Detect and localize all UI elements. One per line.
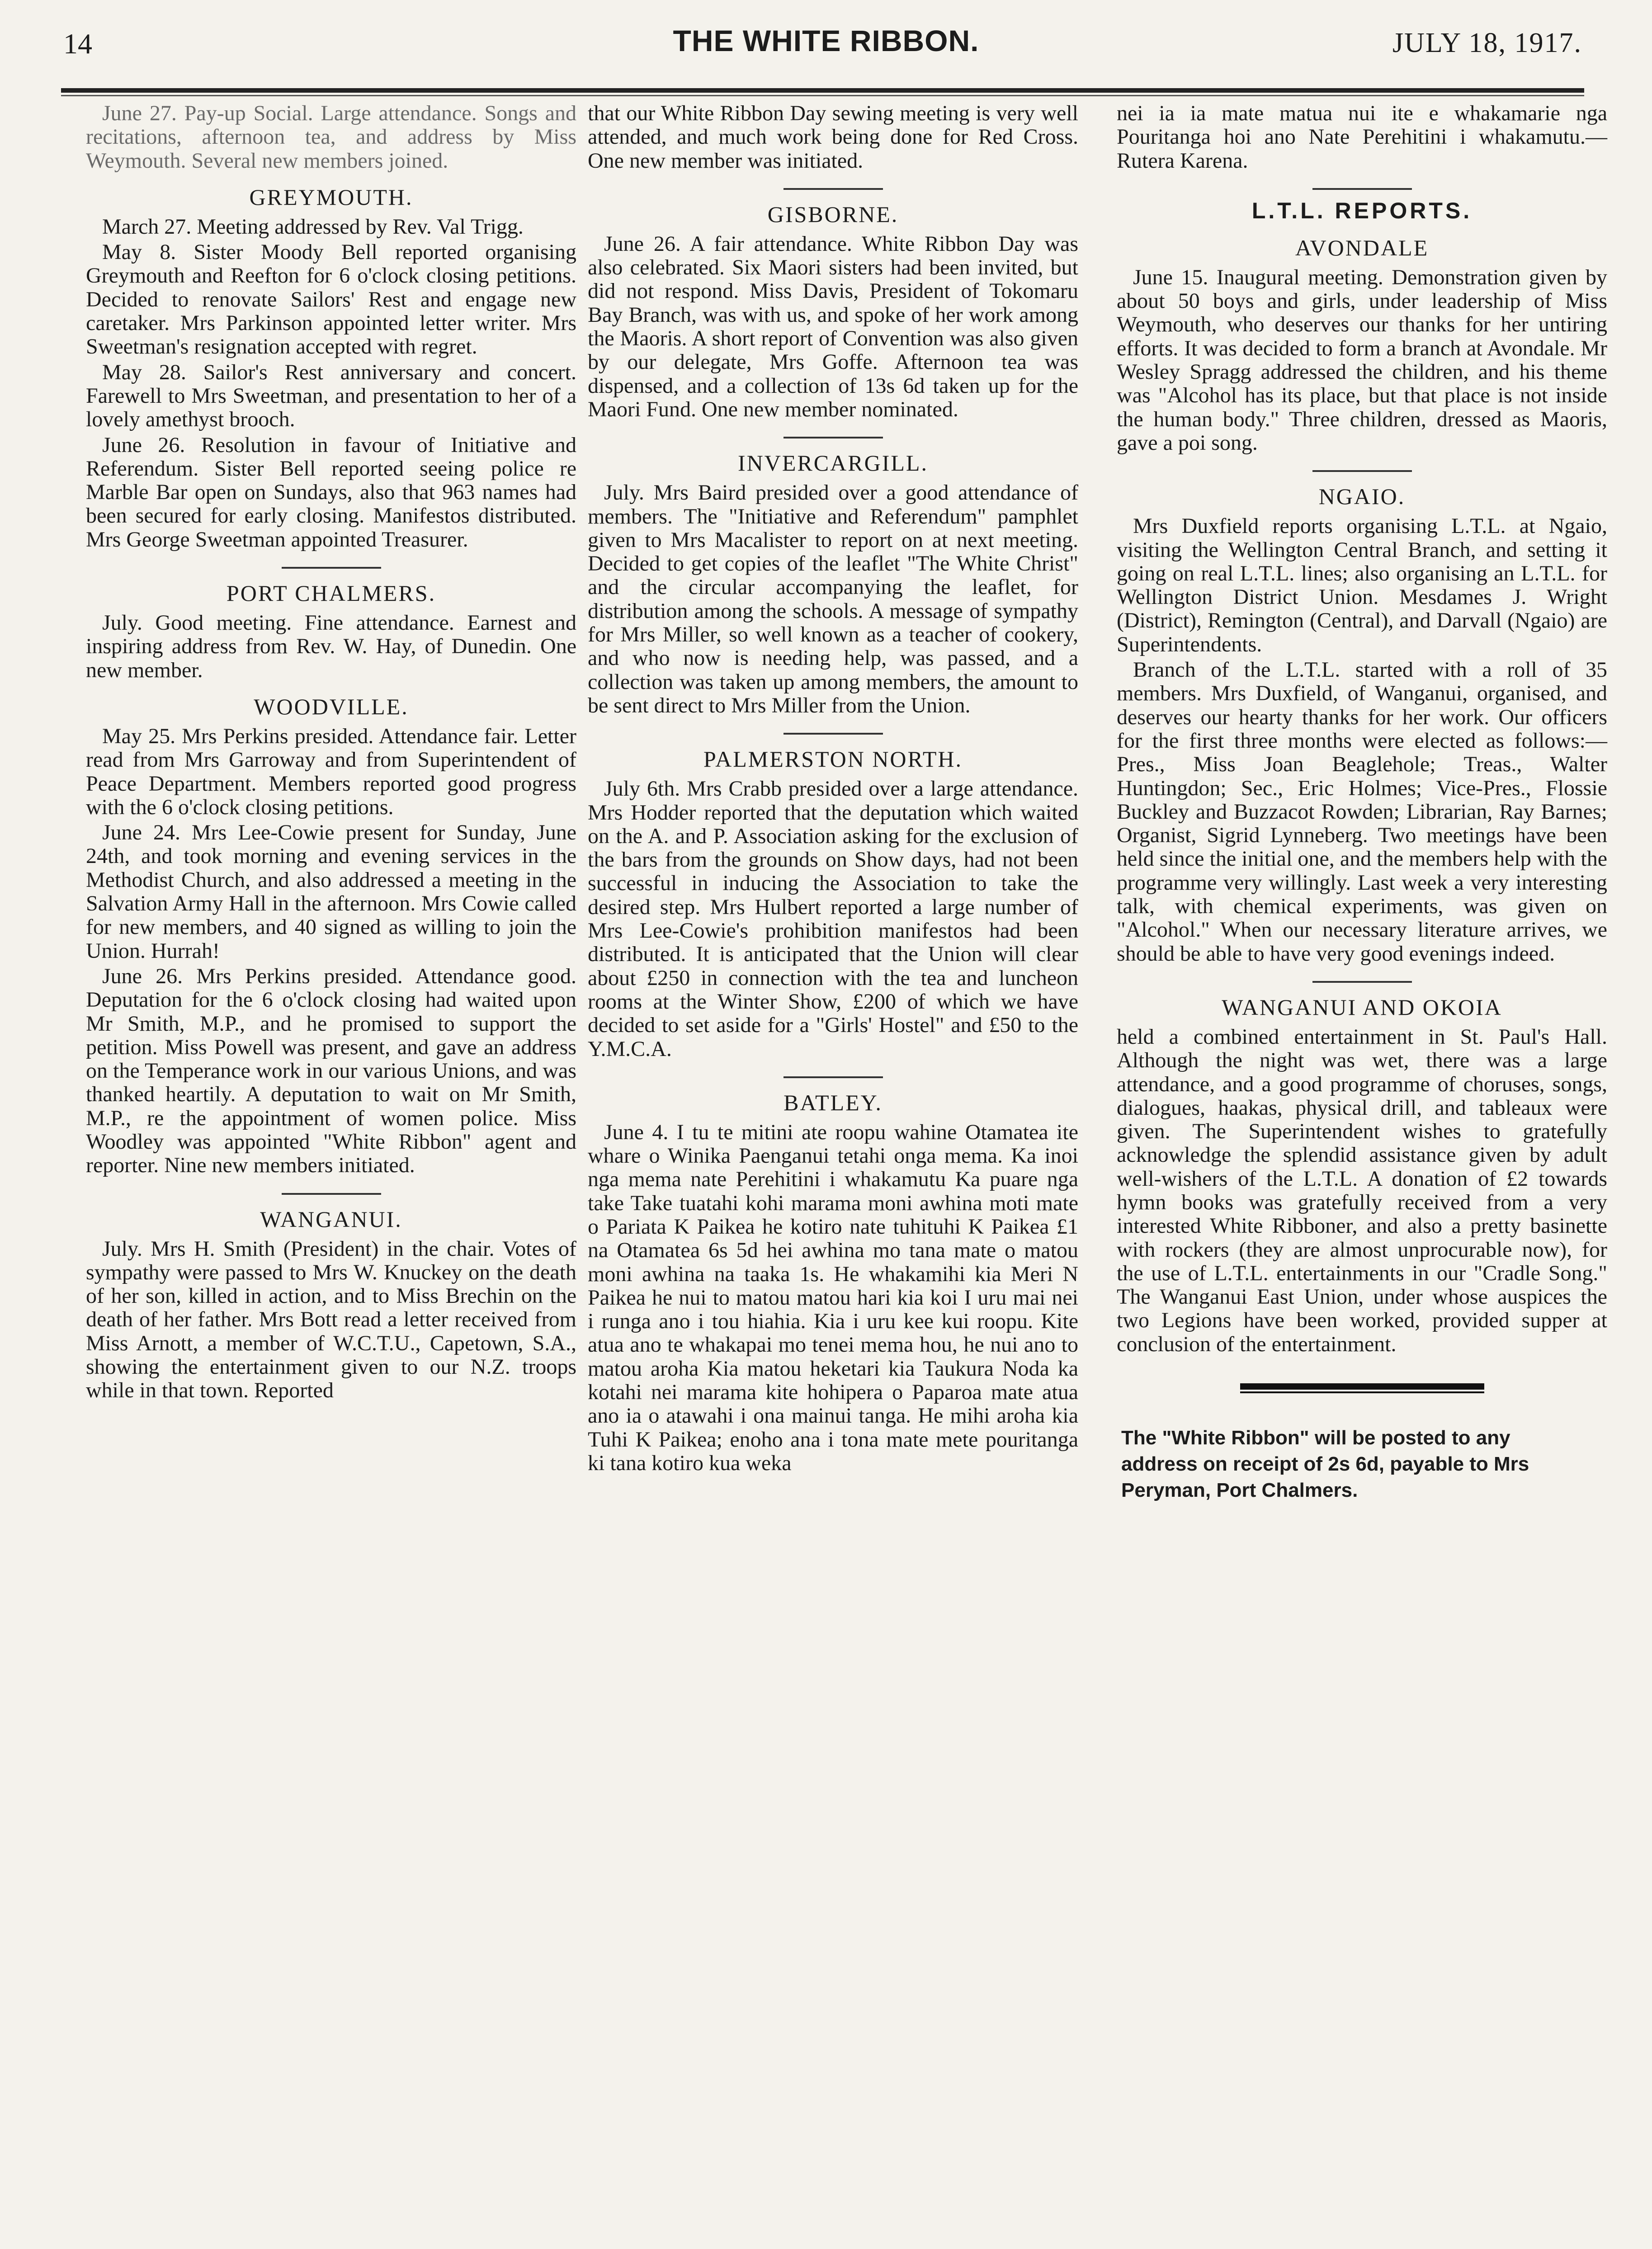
- report-paragraph: June 26. Resolution in favour of Initiative and Referendum. Sister Bell reported seeing police re Marble Bar open on Sundays, also that 963 names had been secured for early closing. Manifestos distributed. Mrs George Sweetman appointed Treasurer.: [86, 433, 576, 552]
- column-3: [1117, 102, 1607, 1505]
- page-number: 14: [63, 28, 92, 60]
- section-divider: [784, 733, 883, 735]
- continued-report: June 27. Pay-up Social. Large attendance. Songs and recitations, afternoon tea, and address by Miss Weymouth. Several new members joined.: [86, 101, 576, 173]
- header-rule: [61, 88, 1584, 93]
- section-divider: [1312, 981, 1412, 983]
- report-paragraph: June 24. Mrs Lee-Cowie present for Sunday, June 24th, and took morning and evening services in the Methodist Church, and also addressed a meeting in the Salvation Army Hall in the afternoon. Mrs Cowie called for new members, and 40 signed as willing to join the Union. Hurrah!: [86, 820, 576, 963]
- section-title-gisborne: GISBORNE.: [767, 201, 899, 227]
- section-title-batley: BATLEY.: [784, 1089, 883, 1115]
- issue-date: JULY 18, 1917.: [1392, 28, 1582, 58]
- report-paragraph: July. Mrs H. Smith (President) in the chair. Votes of sympathy were passed to Mrs W. Knuckey on the death of her son, killed in action, and to Miss Brechin on the death of her father. Mrs Bott read a letter received from Miss Arnott, a member of W.C.T.U., Capetown, S.A., showing the entertainment given to our N.Z. troops while in that town. Reported: [86, 1236, 576, 1403]
- report-paragraph: June 26. A fair attendance. White Ribbon Day was also celebrated. Six Maori sisters had been invited, but did not respond. Miss Davis, President of Tokomaru Bay Branch, was with us, and spoke of her work among the Maoris. A short report of Convention was also given by our delegate, Mrs Goffe. Afternoon tea was dispensed, and a collection of 13s 6d taken up for the Maori Fund. One new member nominated.: [588, 231, 1078, 421]
- section-divider: [784, 188, 883, 190]
- section-title-woodville: WOODVILLE.: [254, 693, 409, 719]
- section-divider: [784, 1076, 883, 1078]
- subscription-notice: [1121, 1425, 1589, 1504]
- report-paragraph: May 28. Sailor's Rest anniversary and concert. Farewell to Mrs Sweetman, and presentation to her of a lovely amethyst brooch.: [86, 360, 576, 432]
- section-divider: [282, 1193, 381, 1195]
- section-divider: [784, 437, 883, 438]
- report-paragraph: Mrs Duxfield reports organising L.T.L. at Ngaio, visiting the Wellington Central Branch, and setting it going on real L.T.L. lines; also organising an L.T.L. for Wellington District Union. Mesdames J. Wright (District), Remington (Central), and Darvall (Ngaio) are Superintendents.: [1117, 514, 1607, 656]
- section-title-ngaio: NGAIO.: [1318, 484, 1406, 509]
- column-1: [86, 102, 576, 1405]
- header-rule-thin: [61, 95, 1584, 96]
- column-2: [588, 102, 1078, 1477]
- report-paragraph: July. Mrs Baird presided over a good attendance of members. The "Initiative and Referendum" pamphlet given to Mrs Macalister to report on at next meeting. Decided to get copies of the leaflet "The White Christ" and the circular accompanying the leaflet, for distribution among the schools. A message of sympathy for Mrs Miller, so well known as a teacher of cookery, and who now is needing help, was passed, and a collection was taken up among members, the amount to be sent direct to Mrs Miller from the Union.: [588, 481, 1078, 717]
- masthead-title: THE WHITE RIBBON.: [673, 24, 979, 57]
- report-paragraph: July. Good meeting. Fine attendance. Earnest and inspiring address from Rev. W. Hay, of Dunedin. One new member.: [86, 611, 576, 682]
- section-title-palmerston-north: PALMERSTON NORTH.: [703, 746, 963, 772]
- section-title-wanganui: WANGANUI.: [260, 1206, 402, 1232]
- report-paragraph: March 27. Meeting addressed by Rev. Val Trigg.: [102, 214, 524, 239]
- subscription-notice-text: The "White Ribbon" will be posted to any address on receipt of 2s 6d, payable to Mrs Peryman, Port Chalmers.: [1121, 1427, 1529, 1502]
- continued-report: that our White Ribbon Day sewing meeting is very well attended, and much work being done for Red Cross. One new member was initiated.: [588, 101, 1078, 173]
- report-paragraph: Branch of the L.T.L. started with a roll of 35 members. Mrs Duxfield, of Wanganui, organised, and deserves our hearty thanks for her work. Our officers for the first three months were elected as follows:—Pres., Miss Joan Beaglehole; Treas., Walter Huntingdon; Sec., Eric Holmes; Vice-Pres., Flossie Buckley and Buzzacot Rowden; Librarian, Ray Barnes; Organist, Sigrid Lynneberg. Two meetings have been held since the initial one, and the members help with the programme very willingly. Last week a very interesting talk, with chemical experiments, was given on "Alcohol." When our necessary literature arrives, we should be able to have very good evenings indeed.: [1117, 658, 1607, 966]
- report-paragraph: June 26. Mrs Perkins presided. Attendance good. Deputation for the 6 o'clock closing had waited upon Mr Smith, M.P., and he promised to support the petition. Miss Powell was present, and gave an address on the Temperance work in our various Unions, and was thanked heartily. A deputation to wait on Mr Smith, M.P., re the appointment of women police. Miss Woodley was appointed "White Ribbon" agent and reporter. Nine new members initiated.: [86, 964, 576, 1178]
- section-divider: [1312, 188, 1412, 190]
- report-paragraph: July 6th. Mrs Crabb presided over a large attendance. Mrs Hodder reported that the deputation which waited on the A. and P. Association asking for the exclusion of the bars from the grounds on Show days, had not been successful in inducing the Association to take the desired step. Mrs Hulbert reported a large number of Mrs Lee-Cowie's prohibition manifestos had been distributed. It is anticipated that the Union will clear about £250 in connection with the tea and luncheon rooms at the Winter Show, £200 of which we have decided to set aside for a "Girls' Hostel" and £50 to the Y.M.C.A.: [588, 777, 1078, 1061]
- report-paragraph: May 25. Mrs Perkins presided. Attendance fair. Letter read from Mrs Garroway and from Superintendent of Peace Department. Members reported good progress with the 6 o'clock closing petitions.: [86, 724, 576, 819]
- ltl-reports-heading: L.T.L. REPORTS.: [1251, 198, 1473, 223]
- continued-report: nei ia ia mate matua nui ite e whakamarie nga Pouritanga hoi ano Nate Perehitini i whakamutu.—Rutera Karena.: [1117, 101, 1607, 173]
- report-paragraph: held a combined entertainment in St. Paul's Hall. Although the night was wet, there was a large attendance, and a good programme of choruses, songs, dialogues, haakas, physical drill, and tableaux were given. The Superintendent wishes to gratefully acknowledge the splendid assistance given by adult well-wishers of the L.T.L. A donation of £2 towards hymn books was gratefully received from a very interested White Ribboner, and also a pretty basinette with rockers (they are almost unprocurable now), for the use of L.T.L. entertainments in our "Cradle Song." The Wanganui East Union, under whose auspices the two Legions have been worked, provided supper at conclusion of the entertainment.: [1117, 1024, 1607, 1356]
- section-title-wanganui-okoia: WANGANUI AND OKOIA: [1222, 994, 1502, 1020]
- notice-divider: [1240, 1383, 1484, 1390]
- section-title-port-chalmers: PORT CHALMERS.: [226, 580, 436, 606]
- report-paragraph: June 4. I tu te mitini ate roopu wahine Otamatea ite whare o Winika Paenganui tetahi onga mema. Ka inoi nga mema nate Perehitini i whakamutu Ka puare nga take Take tuatahi kohi marama moni awhina moti mate o Pariata K Paikea he kotiro nate tuhituhi K Paikea £1 na Otamatea 6s 5d hei awhina mo tana mate o matou moni awhina na taaka 1s. He whakamihi kia Meri N Paikea he nui to matou matou hari kia koi I uru mai nei i runga ano i tou hiahia. Kia i uru kee kui roopu. Kite atua ano te whakapai mo tenei mema hou, he nui ano to matou aroha Kia matou heketari kia Taukura Noda ka kotahi nei marama kite hohipera o Paparoa mate atua ano ia o atawahi i ona mainui tanga. He mihi aroha kia Tuhi K Paikea; enoho ana i tona mate mete pouritanga ki tana kotiro kua weka: [588, 1120, 1078, 1475]
- report-paragraph: May 8. Sister Moody Bell reported organising Greymouth and Reefton for 6 o'clock closing petitions. Decided to renovate Sailors' Rest and engage new caretaker. Mrs Parkinson appointed letter writer. Mrs Sweetman's resignation accepted with regret.: [86, 240, 576, 359]
- section-divider: [1312, 470, 1412, 472]
- section-title-invercargill: INVERCARGILL.: [738, 450, 928, 476]
- report-paragraph: June 15. Inaugural meeting. Demonstration given by about 50 boys and girls, under leadership of Miss Weymouth, who deserves our thanks for her untiring efforts. It was decided to form a branch at Avondale. Mr Wesley Spragg addressed the children, and his theme was "Alcohol has its place, but that place is not inside the human body." Three children, dressed as Maoris, gave a poi song.: [1117, 265, 1607, 455]
- section-title-avondale: AVONDALE: [1295, 235, 1429, 260]
- page-header: [0, 0, 1652, 90]
- section-title-greymouth: GREYMOUTH.: [249, 184, 413, 210]
- section-divider: [282, 567, 381, 569]
- notice-divider-thin: [1240, 1391, 1484, 1393]
